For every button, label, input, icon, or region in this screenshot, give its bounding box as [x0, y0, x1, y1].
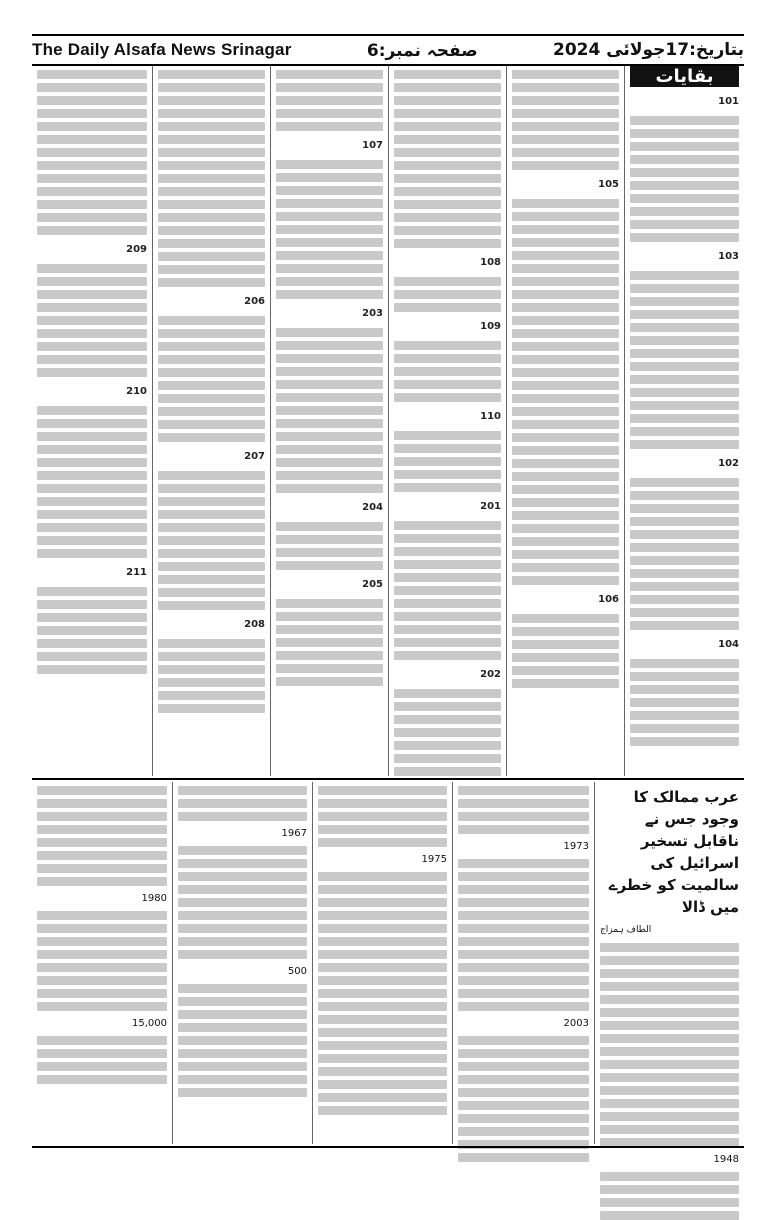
continuation-number: 106 — [598, 594, 619, 605]
continuation-number: 101 — [718, 96, 739, 107]
article-year: 2003 — [563, 1018, 589, 1029]
continuation-number: 211 — [126, 567, 147, 578]
continuation-number: 206 — [244, 296, 265, 307]
article-year: 1975 — [421, 854, 447, 865]
continuation-number: 201 — [480, 501, 501, 512]
article-column-4 — [172, 782, 312, 1144]
article-headline: عرب ممالک کا وجود جس نے ناقابل تسخیر اسرائیل کی سالمیت کو خطرے میں ڈالا — [608, 788, 739, 916]
continuation-number: 210 — [126, 386, 147, 397]
continuation-number: 104 — [718, 639, 739, 650]
continuation-number: 204 — [362, 502, 383, 513]
article-number: 500 — [287, 966, 307, 977]
top-columns — [32, 66, 744, 776]
continuation-number: 203 — [362, 308, 383, 319]
continuation-number: 110 — [480, 411, 501, 422]
continuation-number: 109 — [480, 321, 501, 332]
article-year: 1980 — [141, 893, 167, 904]
column-3 — [388, 66, 506, 776]
article-year: 1973 — [563, 841, 589, 852]
bottom-article — [32, 782, 744, 1165]
article-column-5 — [32, 782, 172, 1144]
page-bottom-rule — [32, 1146, 744, 1148]
page-number: صفحہ نمبر:6 — [366, 40, 478, 61]
continuation-number: 202 — [480, 669, 501, 680]
article-year: 1948 — [713, 1154, 739, 1165]
column-1 — [624, 66, 744, 776]
paper-name: The Daily Alsafa News Srinagar — [32, 40, 292, 59]
article-column-3 — [312, 782, 452, 1144]
column-5 — [152, 66, 270, 776]
continuation-number: 208 — [244, 619, 265, 630]
section-divider — [32, 778, 744, 780]
masthead — [32, 34, 744, 66]
issue-date: بتاریخ:17جولائی 2024 — [552, 40, 744, 60]
column-4 — [270, 66, 388, 776]
continuation-number: 102 — [718, 458, 739, 469]
section-title: بقایات — [630, 66, 739, 87]
continuation-number: 105 — [598, 179, 619, 190]
article-column-1 — [594, 782, 744, 1165]
continuation-number: 107 — [362, 140, 383, 151]
article-number: 15,000 — [132, 1018, 167, 1029]
column-6 — [32, 66, 152, 776]
article-byline: الطاف ہمزاج — [600, 925, 652, 935]
continuation-number: 205 — [362, 579, 383, 590]
column-2 — [506, 66, 624, 776]
continuation-number: 103 — [718, 251, 739, 262]
continuation-number: 207 — [244, 451, 265, 462]
article-year: 1967 — [281, 828, 307, 839]
article-column-2 — [452, 782, 594, 1144]
continuation-number: 108 — [480, 257, 501, 268]
continuation-number: 209 — [126, 244, 147, 255]
